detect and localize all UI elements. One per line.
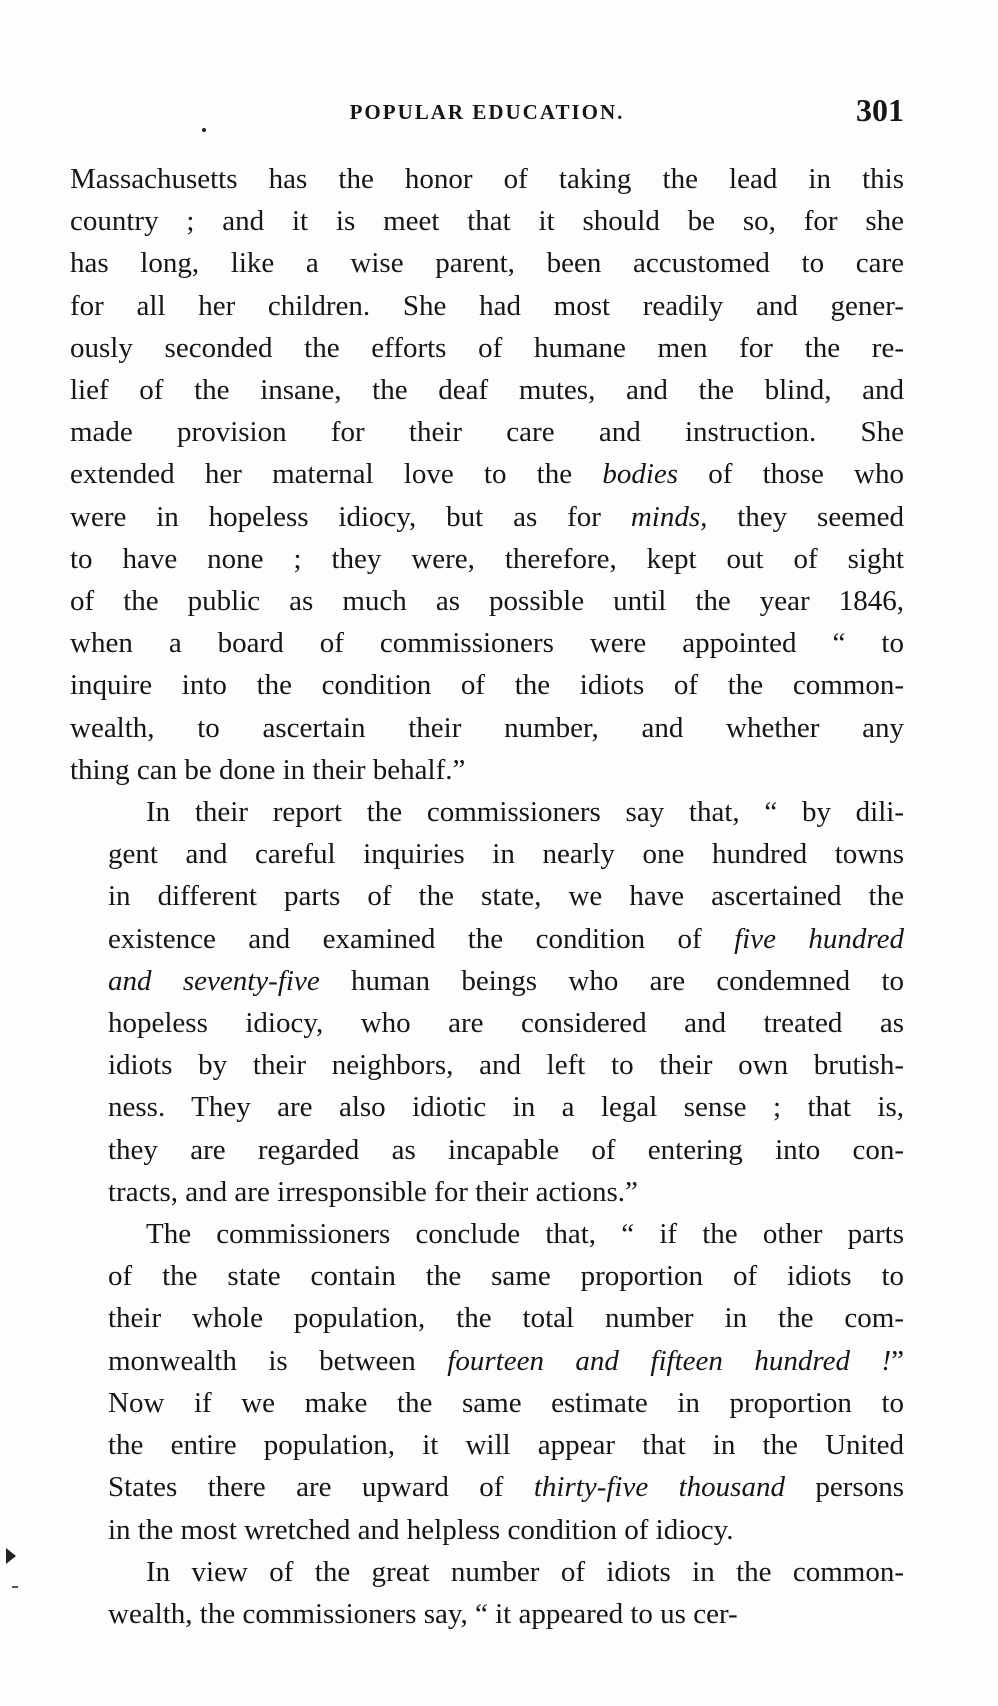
text-line: Now if we make the same estimate in proportion to	[108, 1386, 904, 1419]
text-line: inquire into the condition of the idiots of the common-	[70, 669, 904, 702]
text-line: monwealth is between fourteen and fifteen hundred !”	[108, 1344, 904, 1377]
text-line: wealth, the commissioners say, “ it appeared to us cer-	[108, 1597, 738, 1630]
paragraph	[70, 1551, 904, 1635]
text-line: In their report the commissioners say that, “ by dili-	[146, 796, 904, 829]
italic-emphasis: thirty-five thousand	[533, 1471, 785, 1504]
text-line: when a board of commissioners were appointed “ to	[70, 627, 904, 660]
text-line: The commissioners conclude that, “ if the other parts	[146, 1218, 904, 1251]
text-line: they are regarded as incapable of entering into con-	[108, 1133, 904, 1166]
paragraph	[70, 791, 904, 1213]
text-line: existence and examined the condition of five hundred	[108, 922, 904, 955]
text-line: in the most wretched and helpless condition of idiocy.	[108, 1513, 734, 1546]
text-line: the entire population, it will appear that in the United	[108, 1429, 904, 1462]
body-text	[70, 158, 904, 1635]
running-title: POPULAR EDUCATION.	[349, 100, 625, 124]
text-line: idiots by their neighbors, and left to their own brutish-	[108, 1049, 904, 1082]
text-line: Massachusetts has the honor of taking the lead in this	[70, 163, 904, 195]
text-line: in different parts of the state, we have ascertained the	[108, 880, 904, 913]
text-line: thing can be done in their behalf.”	[70, 753, 466, 786]
text-line: ously seconded the efforts of humane men for the re-	[70, 331, 904, 364]
text-line: to have none ; they were, therefore, kept out of sight	[70, 542, 904, 575]
text-line: their whole population, the total number in the com-	[108, 1302, 904, 1335]
margin-mark	[6, 1548, 16, 1564]
text-line: tracts, and are irresponsible for their actions.”	[108, 1175, 638, 1208]
text-line: In view of the great number of idiots in the common-	[146, 1555, 904, 1588]
text-line: ness. They are also idiotic in a legal sense ; that is,	[108, 1091, 904, 1124]
text-line: hopeless idiocy, who are considered and treated as	[108, 1007, 904, 1040]
text-line: has long, like a wise parent, been accustomed to care	[70, 247, 904, 280]
text-line: made provision for their care and instruction. She	[70, 416, 904, 449]
ink-speck	[202, 128, 206, 132]
text-line: country ; and it is meet that it should be so, for she	[70, 205, 904, 238]
page-number: 301	[856, 92, 904, 128]
text-line: were in hopeless idiocy, but as for minds, they seemed	[70, 500, 905, 533]
italic-emphasis: five hundred	[734, 922, 904, 955]
text-line: of the state contain the same proportion of idiots to	[108, 1260, 904, 1293]
italic-emphasis: minds,	[630, 500, 708, 533]
text-line: of the public as much as possible until the year 1846,	[70, 585, 904, 618]
text-line: States there are upward of thirty-five thousand persons	[108, 1471, 904, 1504]
text-line: gent and careful inquiries in nearly one hundred towns	[108, 838, 904, 871]
italic-emphasis: and seventy-five	[108, 964, 320, 997]
text-line: extended her maternal love to the bodies of those who	[70, 458, 904, 491]
text-line: for all her children. She had most readily and gener-	[70, 289, 904, 322]
italic-emphasis: fourteen and fifteen hundred !	[447, 1344, 892, 1377]
text-line: and seventy-five human beings who are condemned to	[108, 964, 905, 997]
italic-emphasis: bodies	[602, 458, 679, 491]
paragraph	[70, 158, 904, 791]
margin-tick	[12, 1586, 18, 1588]
page-header	[70, 92, 904, 132]
paragraph	[70, 1213, 904, 1551]
text-line: lief of the insane, the deaf mutes, and the blind, and	[70, 374, 904, 407]
text-line: wealth, to ascertain their number, and whether any	[70, 711, 904, 744]
